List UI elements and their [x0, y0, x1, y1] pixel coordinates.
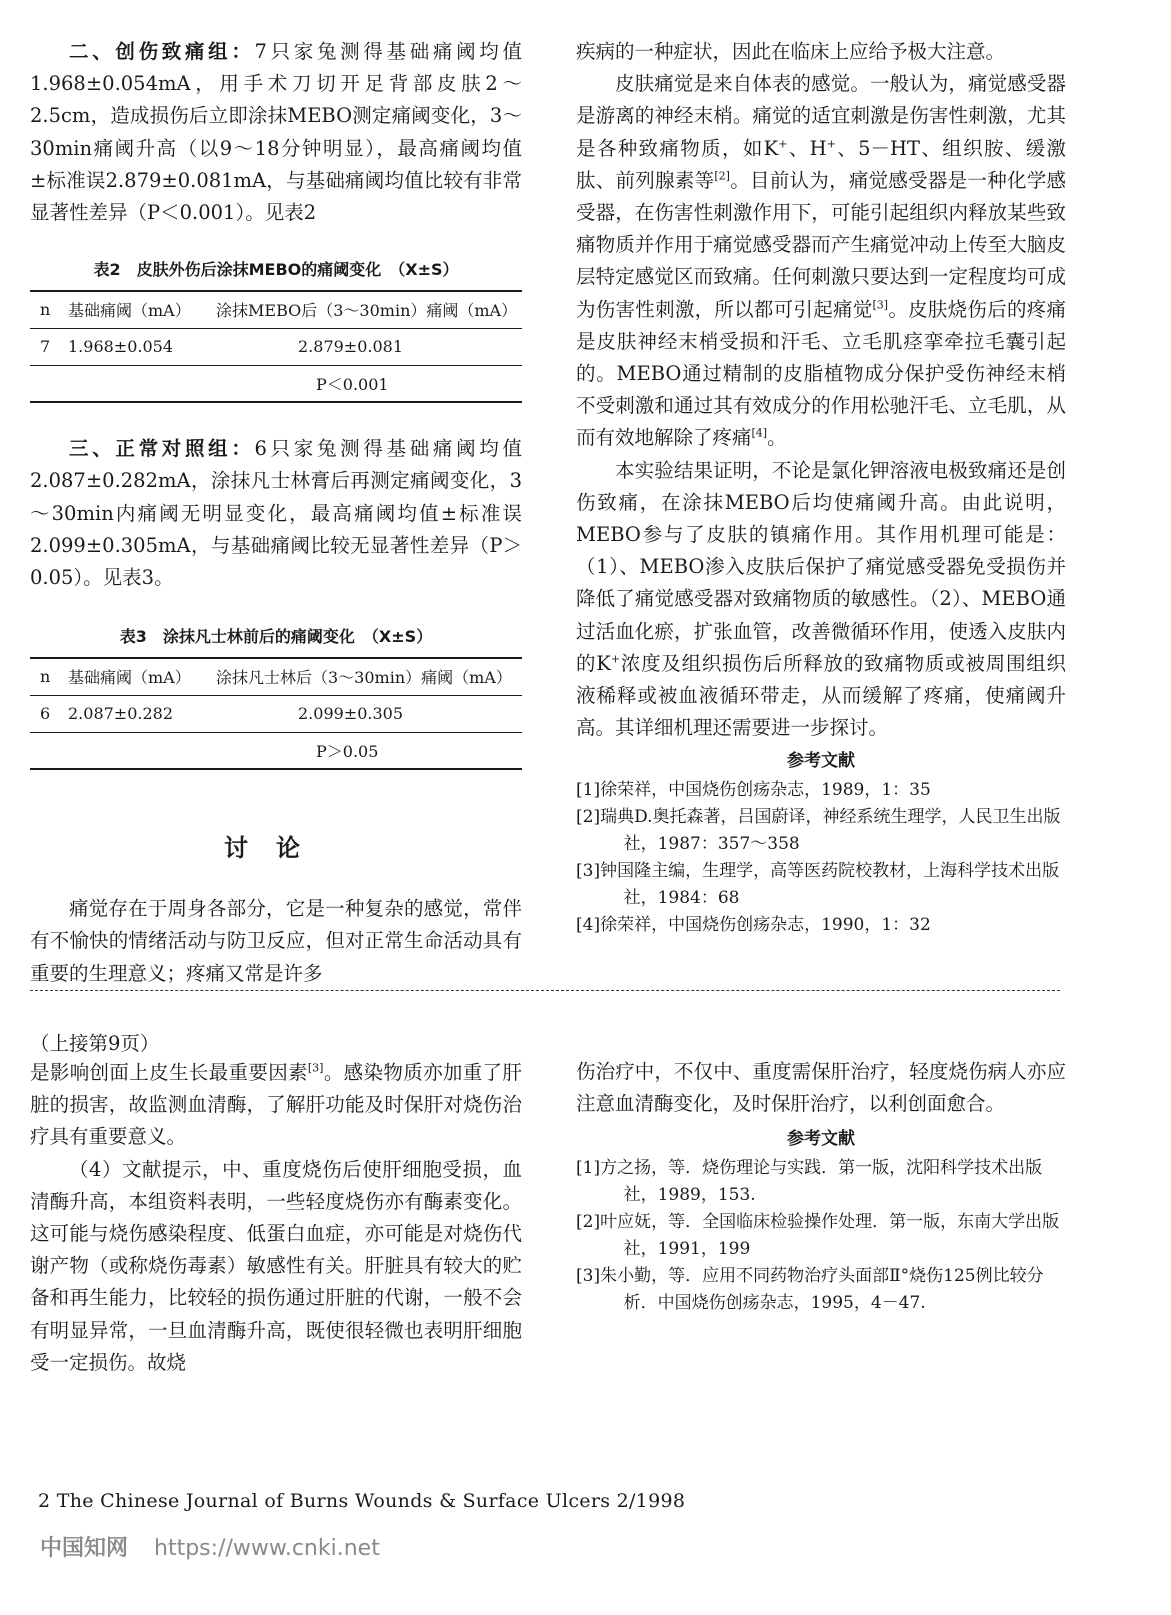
- right-column-top: [576, 36, 1066, 939]
- right-column-bottom: [576, 1056, 1066, 1317]
- reference-item: [1]方之扬，等．烧伤理论与实践．第一版，沈阳科学技术出版社，1989，153.: [576, 1158, 1043, 1206]
- table-header-cell: 涂抹凡士林后（3～30min）痛阈（mA）: [208, 658, 522, 695]
- citation: [3]: [307, 1061, 324, 1075]
- paragraph-continued: 伤治疗中，不仅中、重度需保肝治疗，轻度烧伤病人亦应注意血清酶变化，及时保肝治疗，以利创面愈合。: [576, 1060, 1066, 1116]
- cnki-watermark: [40, 1531, 380, 1562]
- paragraph-discussion: 痛觉存在于周身各部分，它是一种复杂的感觉，常伴有不愉快的情绪活动与防卫反应，但对正常生命活动具有重要的生理意义；疼痛又常是许多: [30, 897, 522, 985]
- table-cell: 2.099±0.305: [208, 695, 522, 732]
- table-header-row: [30, 291, 522, 328]
- table-p-value: P＜0.001: [316, 374, 389, 394]
- table-header-row: [30, 658, 522, 695]
- citation: [4]: [751, 426, 768, 440]
- paragraph-liver: （4）文献提示，中、重度烧伤后使肝细胞受损，血清酶升高，本组资料表明，一些轻度烧伤亦有酶素变化。这可能与烧伤感染程度、低蛋白血症，亦可能是对烧伤代谢产物（或称烧伤毒素）敏感性有关。肝脏具有较大的贮备和再生能力，比较轻的损伤通过肝脏的代谢，一般不会有明显异常，一旦血清酶升高，既使很轻微也表明肝细胞受一定损伤。故烧: [30, 1157, 522, 1374]
- table-row: [30, 732, 522, 769]
- table-header-cell: 基础痛阈（mA）: [68, 658, 208, 695]
- table-cell: 6: [30, 695, 68, 732]
- citation: [2]: [714, 169, 730, 183]
- left-column-top: [30, 36, 522, 990]
- paragraph-lead: 二、创伤致痛组：: [69, 40, 255, 63]
- table-2-caption: 表2 皮肤外伤后涂抹MEBO的痛阈变化 （X±S）: [93, 260, 459, 280]
- table-2-grid: [30, 290, 522, 403]
- paragraph-control-group: [30, 433, 522, 594]
- reference-item: [3]朱小勤，等．应用不同药物治疗头面部Ⅱ°烧伤125例比较分析．中国烧伤创疡杂志，1995，4－47.: [576, 1266, 1044, 1314]
- cnki-url: https://www.cnki.net: [154, 1536, 380, 1561]
- reference-item: [3]钟国隆主编，生理学，高等医药院校教材，上海科学技术出版社，1984：68: [576, 861, 1060, 909]
- table-header-cell: 基础痛阈（mA）: [68, 291, 208, 328]
- journal-footer: 2 The Chinese Journal of Burns Wounds & Surface Ulcers 2/1998: [38, 1490, 686, 1512]
- reference-item: [4]徐荣祥，中国烧伤创疡杂志，1990，1：32: [576, 915, 931, 936]
- references-list: [576, 1155, 1066, 1317]
- table-header-cell: n: [30, 291, 68, 328]
- table-row: [30, 328, 522, 365]
- table-3-caption: 表3 涂抹凡士林前后的痛阈变化 （X±S）: [119, 627, 433, 647]
- table-3: [30, 624, 522, 770]
- table-header-cell: 涂抹MEBO后（3～30min）痛阈（mA）: [208, 291, 522, 328]
- section-divider: [30, 990, 1060, 991]
- cnki-logo-text: 中国知网: [40, 1536, 129, 1561]
- paragraph-text: 7只家兔测得基础痛阈均值1.968±0.054mA，用手术刀切开足背部皮肤2～2.5cm，造成损伤后立即涂抹MEBO测定痛阈变化，3～30min痛阈升高（以9～18分钟明显），最高痛阈均值±标准误2.879±0.081mA，与基础痛阈均值比较有非常显著性差异（P＜0.001）。见表2: [30, 40, 522, 225]
- paragraph-infection: 是影响创面上皮生长最重要因素[3]。感染物质亦加重了肝脏的损害，故监测血清酶，了解肝功能及时保肝对烧伤治疗具有重要意义。: [30, 1061, 522, 1149]
- paragraph-trauma-group: [30, 36, 522, 229]
- table-header-cell: n: [30, 658, 68, 695]
- paragraph-text: 6只家兔测得基础痛阈均值2.087±0.282mA，涂抹凡士林膏后再测定痛阈变化，3～30min内痛阈无明显变化，最高痛阈均值±标准误2.099±0.305mA，与基础痛阈比较无显著性差异（P＞0.05）。见表3。: [30, 437, 522, 590]
- paragraph-conclusion: 本实验结果证明，不论是氯化钾溶液电极致痛还是创伤致痛，在涂抹MEBO后均使痛阈升高。由此说明，MEBO参与了皮肤的镇痛作用。其作用机理可能是：（1）、MEBO渗入皮肤后保护了痛觉感受器免受损伤并降低了痛觉感受器对致痛物质的敏感性。（2）、MEBO通过活血化瘀，扩张血管，改善微循环作用，使透入皮肤内的K+浓度及组织损伤后所释放的致痛物质或被周围组织液稀释或被血液循环带走，从而缓解了疼痛，使痛阈升高。其详细机理还需要进一步探讨。: [576, 458, 1066, 740]
- reference-item: [1]徐荣祥，中国烧伤创疡杂志，1989，1：35: [576, 780, 931, 801]
- references-title: 参考文献: [787, 751, 855, 772]
- paragraph-continued: 疾病的一种症状，因此在临床上应给予极大注意。: [576, 40, 1006, 63]
- left-column-bottom: [30, 1031, 522, 1379]
- references-title: 参考文献: [787, 1129, 855, 1150]
- table-2: [30, 257, 522, 403]
- table-3-grid: [30, 657, 522, 770]
- table-cell: 2.087±0.282: [68, 695, 208, 732]
- table-cell: 1.968±0.054: [68, 328, 208, 365]
- references-list: [576, 777, 1066, 939]
- table-row: [30, 695, 522, 732]
- table-cell: 2.879±0.081: [208, 328, 522, 365]
- paragraph-skin-pain: 皮肤痛觉是来自体表的感觉。一般认为，痛觉感受器是游离的神经末梢。痛觉的适宜刺激是伤害性刺激，尤其是各种致痛物质，如K+、H+、5－HT、组织胺、缓激肽、前列腺素等[2]。目前认为，痛觉感受器是一种化学感受器，在伤害性刺激作用下，可能引起组织内释放某些致痛物质并作用于痛觉感受器而产生痛觉冲动上传至大脑皮层特定感觉区而致痛。任何刺激只要达到一定程度均可成为伤害性刺激，所以都可引起痛觉[3]。皮肤烧伤后的疼痛是皮肤神经末梢受损和汗毛、立毛肌痉挛牵拉毛囊引起的。MEBO通过精制的皮脂植物成分保护受伤神经末梢不受刺激和通过其有效成分的作用松驰汗毛、立毛肌，从而有效地解除了疼痛[4]。: [576, 72, 1066, 450]
- citation: [3]: [872, 298, 889, 312]
- table-p-value: P＞0.05: [316, 741, 379, 761]
- paragraph-lead: 三、正常对照组：: [69, 437, 255, 461]
- table-cell: 7: [30, 328, 68, 365]
- reference-item: [2]瑞典D.奥托森著，吕国蔚译，神经系统生理学，人民卫生出版社，1987：357～358: [576, 807, 1061, 855]
- continued-from-note: （上接第9页）: [30, 1032, 160, 1055]
- table-row: [30, 365, 522, 402]
- section-title-discussion: 讨论: [224, 834, 328, 863]
- reference-item: [2]叶应妩，等．全国临床检验操作处理．第一版，东南大学出版社，1991，199: [576, 1212, 1060, 1260]
